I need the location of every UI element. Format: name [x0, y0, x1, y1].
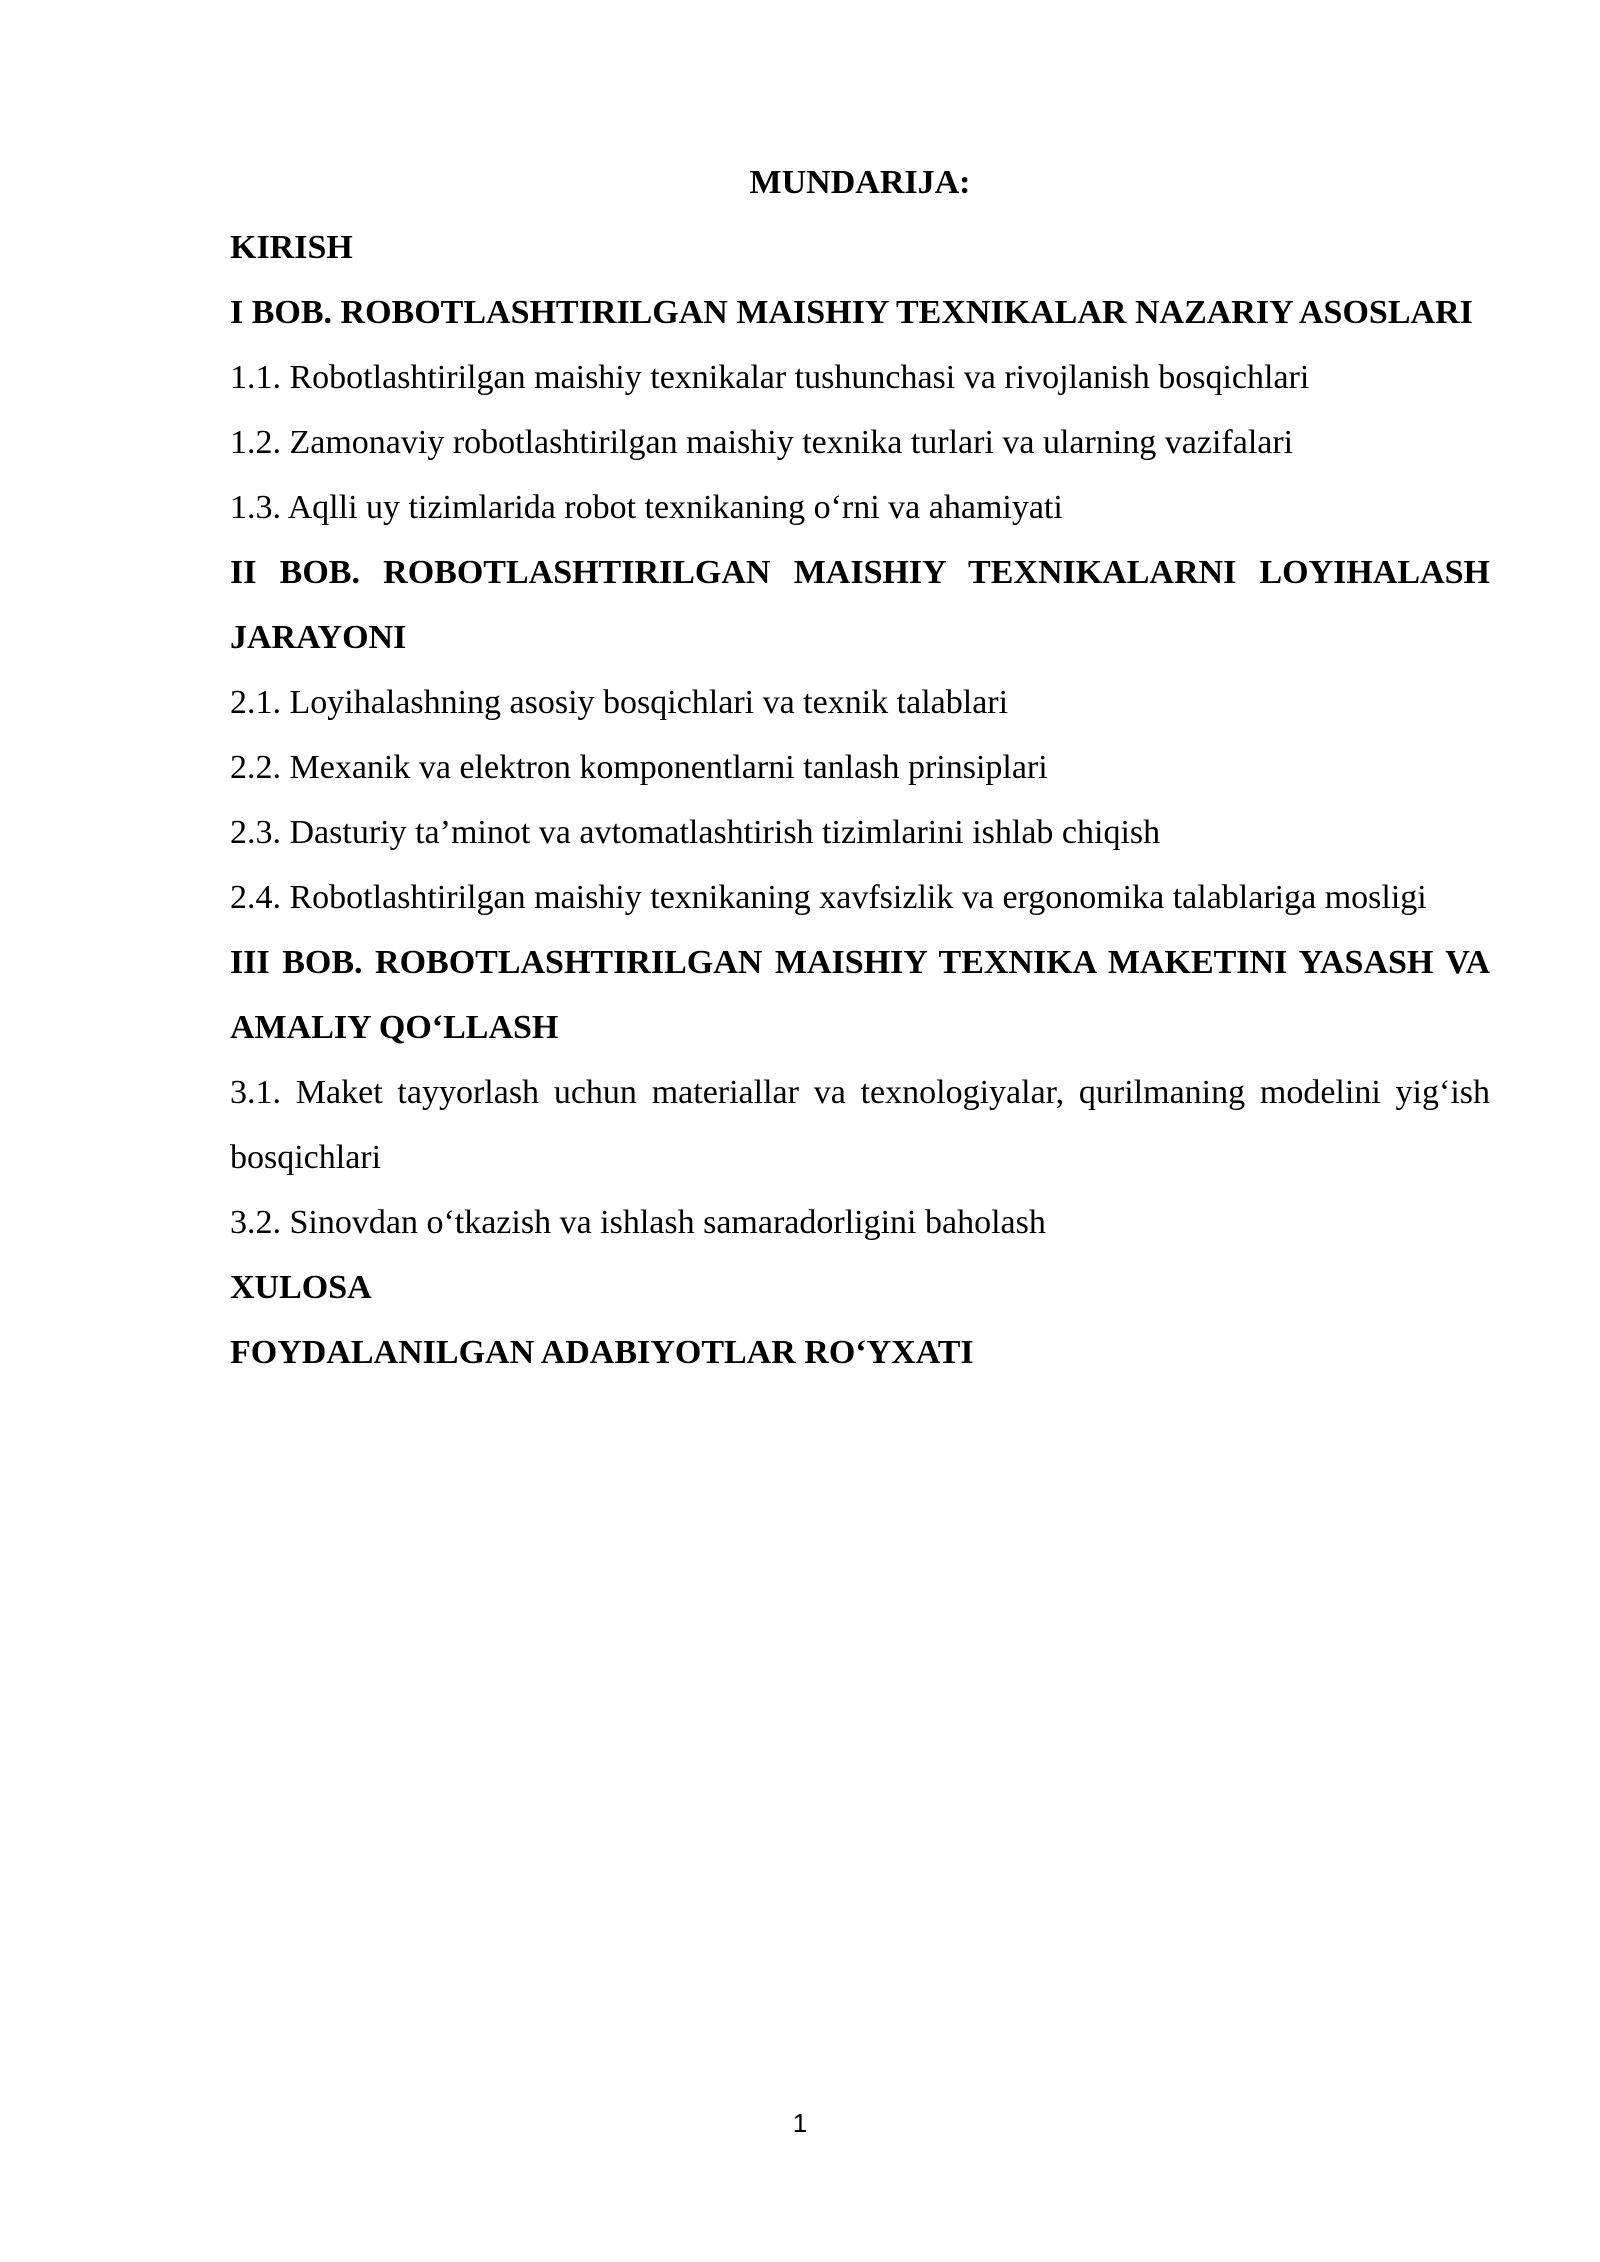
page-number: 1 — [792, 2108, 808, 2138]
toc-entry-chapter-3: III BOB. ROBOTLASHTIRILGAN MAISHIY TEXNIKA MAKETINI YASASH VA AMALIY QO‘LLASH — [230, 944, 1490, 1046]
toc-entry-1-1: 1.1. Robotlashtirilgan maishiy texnikalar tushunchasi va rivojlanish bosqichlari — [230, 359, 1310, 396]
toc-entry-chapter-2: II BOB. ROBOTLASHTIRILGAN MAISHIY TEXNIKALARNI LOYIHALASH JARAYONI — [230, 554, 1490, 656]
toc-entry-references: FOYDALANILGAN ADABIYOTLAR RO‘YXATI — [230, 1334, 974, 1371]
toc-entry-3-2: 3.2. Sinovdan o‘tkazish va ishlash samaradorligini baholash — [230, 1204, 1046, 1241]
toc-entry-1-3: 1.3. Aqlli uy tizimlarida robot texnikaning o‘rni va ahamiyati — [230, 489, 1063, 526]
toc-entry-3-1: 3.1. Maket tayyorlash uchun materiallar va texnologiyalar, qurilmaning modelini yig‘ish bosqichlari — [230, 1074, 1490, 1176]
toc-entry-2-1: 2.1. Loyihalashning asosiy bosqichlari va texnik talablari — [230, 684, 1009, 721]
toc-entry-2-4: 2.4. Robotlashtirilgan maishiy texnikaning xavfsizlik va ergonomika talablariga mosligi — [230, 879, 1427, 916]
toc-entry-2-2: 2.2. Mexanik va elektron komponentlarni tanlash prinsiplari — [230, 749, 1048, 786]
toc-entry-1-2: 1.2. Zamonaviy robotlashtirilgan maishiy texnika turlari va ularning vazifalari — [230, 424, 1294, 461]
document-page — [230, 150, 1490, 1385]
page-title: MUNDARIJA: — [749, 164, 971, 201]
toc-entry-chapter-1: I BOB. ROBOTLASHTIRILGAN MAISHIY TEXNIKALAR NAZARIY ASOSLARI — [230, 294, 1473, 331]
toc-entry-kirish: KIRISH — [230, 229, 353, 266]
toc-entry-2-3: 2.3. Dasturiy ta’minot va avtomatlashtirish tizimlarini ishlab chiqish — [230, 814, 1161, 851]
toc-entry-xulosa: XULOSA — [230, 1269, 372, 1306]
